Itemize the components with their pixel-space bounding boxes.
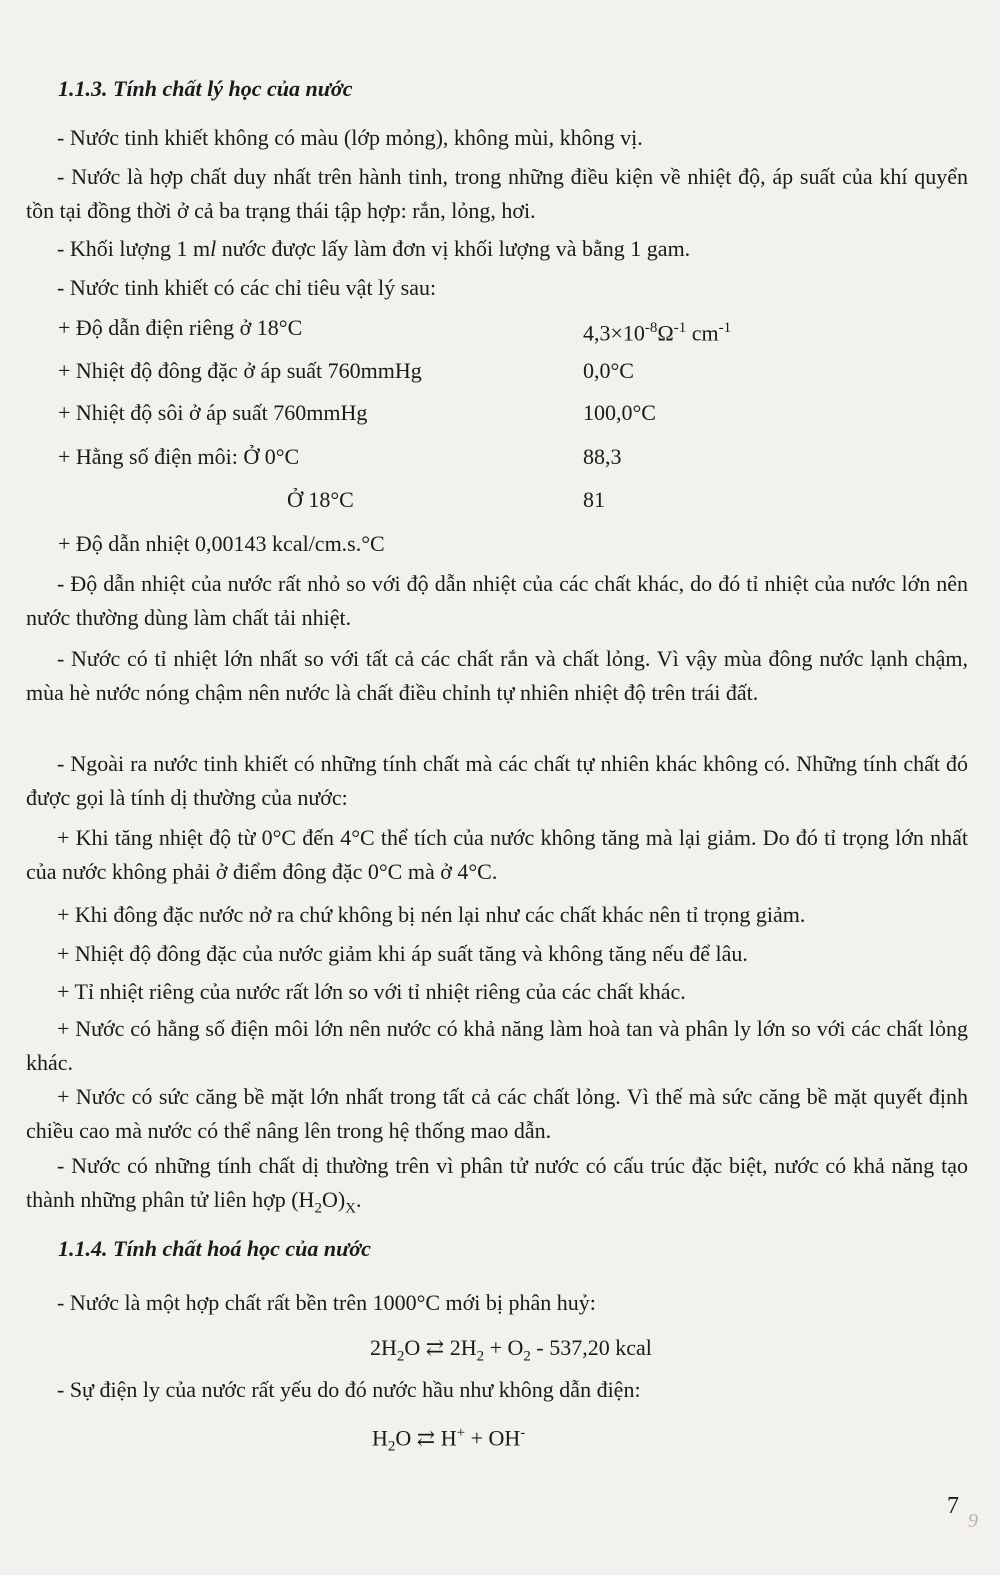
- paragraph-physical-indices: - Nước tinh khiết có các chỉ tiêu vật lý sau:: [57, 275, 437, 300]
- corner-mark: 9: [968, 1510, 978, 1532]
- paragraph-anomaly-dielectric: + Nước có hằng số điện môi lớn nên nước có khả năng làm hoà tan và phân ly lớn so với các chất lỏng khác.: [26, 1016, 968, 1075]
- section-heading-1-1-3: 1.1.3. Tính chất lý học của nước: [58, 76, 353, 101]
- paragraph-molecular-structure: - Nước có những tính chất dị thường trên vì phân tử nước có cấu trúc đặc biệt, nước có khả năng tạo thành những phân tử liên hợp $(H_2O)_X$.: [26, 1153, 968, 1217]
- equation-water-decomposition: $2H_2O$ ⇄ $2H_2 + O_2 - 537,20$ kcal: [370, 1335, 652, 1365]
- paragraph-decomposition: - Nước là một hợp chất rất bền trên 1000°C mới bị phân huỷ:: [57, 1290, 596, 1315]
- property-freezing-value: 0,0°C: [583, 358, 634, 383]
- property-conductivity-label: + Độ dẫn điện riêng ở 18°C: [58, 315, 303, 340]
- section-heading-1-1-4: 1.1.4. Tính chất hoá học của nước: [58, 1236, 371, 1261]
- paragraph-heat-carrier: - Độ dẫn nhiệt của nước rất nhỏ so với độ dẫn nhiệt của các chất khác, do đó tỉ nhiệt của nước lớn nên nước thường dùng làm chất tải nhiệt.: [26, 571, 968, 630]
- property-thermal-conductivity: + Độ dẫn nhiệt 0,00143 kcal/cm.s.°C: [58, 531, 385, 556]
- page-number: 7: [947, 1493, 959, 1519]
- paragraph-anomalies-intro: - Ngoài ra nước tinh khiết có những tính chất mà các chất tự nhiên khác không có. Những tính chất đó được gọi là tính dị thường của nước:: [26, 751, 968, 810]
- paragraph-anomaly-surface-tension: + Nước có sức căng bề mặt lớn nhất trong tất cả các chất lỏng. Vì thế mà sức căng bề mặt quyết định chiều cao mà nước có thể nâng lên trong hệ thống mao dẫn.: [26, 1084, 968, 1143]
- property-dielectric-18-label: Ở 18°C: [287, 487, 354, 512]
- property-freezing-label: + Nhiệt độ đông đặc ở áp suất 760mmHg: [58, 358, 422, 383]
- paragraph-specific-heat: - Nước có tỉ nhiệt lớn nhất so với tất cả các chất rắn và chất lỏng. Vì vậy mùa đông nước lạnh chậm, mùa hè nước nóng chậm nên nước là chất điều chỉnh tự nhiên nhiệt độ trên trái đất.: [26, 646, 968, 705]
- property-dielectric-label: + Hằng số điện môi: Ở 0°C: [58, 444, 300, 469]
- property-boiling-value: 100,0°C: [583, 400, 656, 425]
- property-dielectric-value: 88,3: [583, 444, 622, 469]
- paragraph-ionization: - Sự điện ly của nước rất yếu do đó nước hầu như không dẫn điện:: [57, 1377, 641, 1402]
- paragraph-three-states: - Nước là hợp chất duy nhất trên hành tinh, trong những điều kiện về nhiệt độ, áp suất của khí quyển tồn tại đồng thời ở cả ba trạng thái tập hợp: rắn, lỏng, hơi.: [26, 164, 968, 223]
- paragraph-anomaly-density: + Khi tăng nhiệt độ từ 0°C đến 4°C thể tích của nước không tăng mà lại giảm. Do đó tỉ trọng lớn nhất của nước không phải ở điểm đông đặc 0°C mà ở 4°C.: [26, 825, 968, 884]
- property-boiling-label: + Nhiệt độ sôi ở áp suất 760mmHg: [58, 400, 368, 425]
- paragraph-colorless: - Nước tinh khiết không có màu (lớp mỏng), không mùi, không vị.: [57, 125, 643, 150]
- property-dielectric-18-value: 81: [583, 487, 605, 512]
- equation-water-ionization: $H_2O$ ⇄ H+ + OH-: [372, 1425, 526, 1455]
- paragraph-anomaly-expansion: + Khi đông đặc nước nở ra chứ không bị nén lại như các chất khác nên tỉ trọng giảm.: [57, 902, 806, 927]
- paragraph-mass-unit: - Khối lượng 1 ml nước được lấy làm đơn vị khối lượng và bằng 1 gam.: [57, 236, 691, 261]
- property-conductivity-value: $4,3\times 10^{-8}\Omega^{-1}$ $cm^{-1}$: [583, 320, 732, 346]
- paragraph-anomaly-freezing: + Nhiệt độ đông đặc của nước giảm khi áp suất tăng và không tăng nếu để lâu.: [57, 941, 748, 966]
- paragraph-anomaly-heat: + Tỉ nhiệt riêng của nước rất lớn so với tỉ nhiệt riêng của các chất khác.: [57, 979, 686, 1004]
